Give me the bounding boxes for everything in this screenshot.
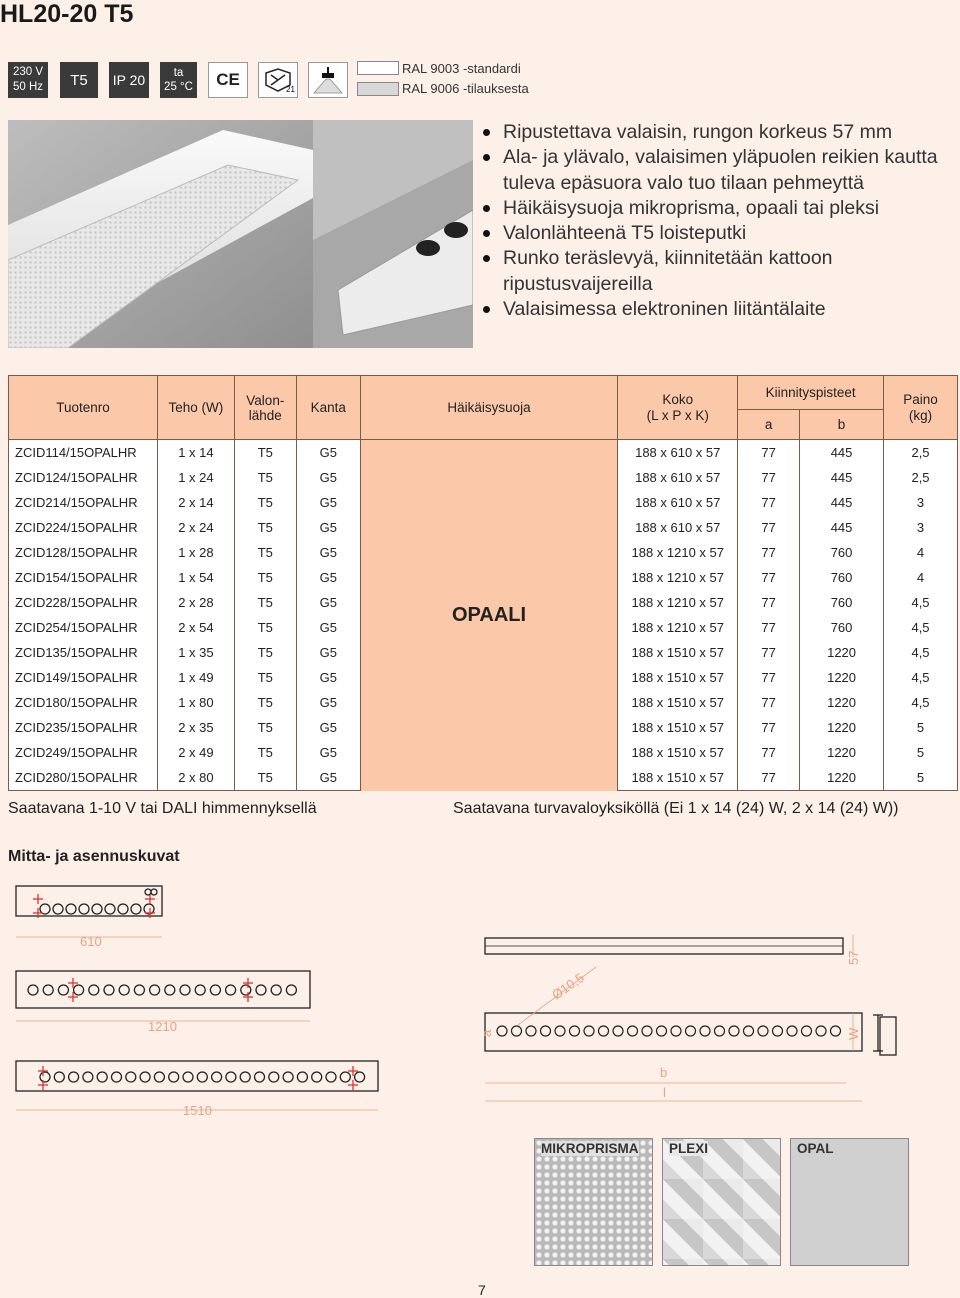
voltage-text: 230 V bbox=[12, 66, 44, 78]
cell-weight: 4,5 bbox=[884, 690, 958, 715]
cell-a: 77 bbox=[738, 540, 800, 565]
ip-badge: IP 20 bbox=[109, 62, 149, 98]
hole-mark bbox=[628, 1026, 638, 1036]
pendant-icon bbox=[308, 62, 348, 98]
feature-item: Ripustettava valaisin, rungon korkeus 57 mm bbox=[480, 120, 950, 145]
cell-b: 1220 bbox=[800, 765, 884, 791]
feature-item: Runko teräslevyä, kiinnitetään kattoon ripustusvaijereilla bbox=[480, 246, 950, 297]
width-label: W bbox=[846, 1027, 861, 1040]
cell-code: ZCID154/15OPALHR bbox=[9, 565, 158, 590]
cell-a: 77 bbox=[738, 565, 800, 590]
hole-mark bbox=[283, 1072, 293, 1082]
cell-power: 2 x 54 bbox=[157, 615, 234, 640]
hole-mark bbox=[240, 1072, 250, 1082]
hole-mark bbox=[195, 985, 205, 995]
cell-base: G5 bbox=[296, 715, 360, 740]
cell-size: 188 x 610 x 57 bbox=[618, 515, 738, 540]
cell-a: 77 bbox=[738, 765, 800, 791]
cell-source: T5 bbox=[234, 490, 296, 515]
sample-label: OPAL bbox=[797, 1141, 834, 1156]
sample-plexi bbox=[662, 1138, 781, 1266]
ral-9006-swatch bbox=[357, 82, 399, 96]
cell-source: T5 bbox=[234, 640, 296, 665]
cell-weight: 5 bbox=[884, 765, 958, 791]
cell-code: ZCID228/15OPALHR bbox=[9, 590, 158, 615]
hole-mark bbox=[165, 985, 175, 995]
cell-code: ZCID149/15OPALHR bbox=[9, 665, 158, 690]
dimension-drawings bbox=[8, 875, 953, 1130]
cell-b: 1220 bbox=[800, 690, 884, 715]
ral-standard-text: RAL 9003 -standardi bbox=[402, 61, 521, 76]
hole-mark bbox=[700, 1026, 710, 1036]
hole-mark bbox=[497, 1026, 507, 1036]
temp-value: 25 °C bbox=[164, 81, 193, 93]
feature-list bbox=[480, 120, 950, 322]
cell-power: 2 x 28 bbox=[157, 590, 234, 615]
hole-mark bbox=[66, 904, 76, 914]
hole-mark bbox=[89, 985, 99, 995]
hole-diameter-label: Ø10,5 bbox=[549, 969, 587, 1003]
size-unit: (L x P x K) bbox=[646, 407, 709, 423]
ce-mark-icon bbox=[208, 62, 248, 98]
header-mount: Kiinnityspisteet bbox=[738, 376, 884, 410]
cell-code: ZCID180/15OPALHR bbox=[9, 690, 158, 715]
weight-label: Paino bbox=[903, 391, 938, 407]
hole-mark bbox=[613, 1026, 623, 1036]
cell-base: G5 bbox=[296, 565, 360, 590]
hole-mark bbox=[787, 1026, 797, 1036]
hole-mark bbox=[212, 1072, 222, 1082]
cell-size: 188 x 1510 x 57 bbox=[618, 690, 738, 715]
hole-mark bbox=[183, 1072, 193, 1082]
sample-opal bbox=[790, 1138, 909, 1266]
hole-mark bbox=[83, 1072, 93, 1082]
cell-base: G5 bbox=[296, 515, 360, 540]
hole-mark bbox=[169, 1072, 179, 1082]
cell-power: 2 x 49 bbox=[157, 740, 234, 765]
cell-a: 77 bbox=[738, 615, 800, 640]
length-1210-label: 1210 bbox=[148, 1019, 177, 1034]
cell-base: G5 bbox=[296, 740, 360, 765]
voltage-badge bbox=[8, 62, 48, 98]
hole-mark bbox=[154, 1072, 164, 1082]
temp-label: ta bbox=[173, 67, 184, 79]
hole-mark bbox=[28, 985, 38, 995]
cell-base: G5 bbox=[296, 540, 360, 565]
cell-power: 1 x 35 bbox=[157, 640, 234, 665]
dimming-note: Saatavana 1-10 V tai DALI himmennyksellä bbox=[8, 800, 317, 817]
cell-source: T5 bbox=[234, 440, 296, 466]
lamp-badge: T5 bbox=[60, 62, 98, 98]
cell-power: 2 x 80 bbox=[157, 765, 234, 791]
cell-code: ZCID114/15OPALHR bbox=[9, 440, 158, 466]
cell-b: 445 bbox=[800, 515, 884, 540]
cell-a: 77 bbox=[738, 665, 800, 690]
cell-source: T5 bbox=[234, 740, 296, 765]
cell-weight: 3 bbox=[884, 515, 958, 540]
cell-source: T5 bbox=[234, 565, 296, 590]
hole-mark bbox=[226, 985, 236, 995]
hole-mark bbox=[241, 985, 251, 995]
cell-power: 1 x 28 bbox=[157, 540, 234, 565]
cell-code: ZCID124/15OPALHR bbox=[9, 465, 158, 490]
header-base: Kanta bbox=[296, 376, 360, 440]
cell-size: 188 x 610 x 57 bbox=[618, 490, 738, 515]
header-shield: Häikäisysuoja bbox=[360, 376, 618, 440]
cell-a: 77 bbox=[738, 440, 800, 466]
hole-mark bbox=[97, 1072, 107, 1082]
sample-microprism bbox=[534, 1138, 653, 1266]
cell-a: 77 bbox=[738, 690, 800, 715]
dim-a-label: a bbox=[479, 1029, 494, 1037]
cell-base: G5 bbox=[296, 615, 360, 640]
emergency-note: Saatavana turvavaloyksiköllä (Ei 1 x 14 (24) W, 2 x 14 (24) W)) bbox=[453, 800, 899, 817]
page-title: HL20-20 T5 bbox=[0, 0, 134, 28]
cell-weight: 4,5 bbox=[884, 640, 958, 665]
hole-mark bbox=[210, 985, 220, 995]
cell-b: 445 bbox=[800, 490, 884, 515]
size-label: Koko bbox=[662, 391, 694, 407]
drawings-title: Mitta- ja asennuskuvat bbox=[8, 848, 180, 865]
hole-mark bbox=[541, 1026, 551, 1036]
cell-code: ZCID224/15OPALHR bbox=[9, 515, 158, 540]
cell-code: ZCID214/15OPALHR bbox=[9, 490, 158, 515]
cell-power: 1 x 49 bbox=[157, 665, 234, 690]
hole-mark bbox=[92, 904, 102, 914]
cell-weight: 5 bbox=[884, 740, 958, 765]
cell-weight: 3 bbox=[884, 490, 958, 515]
cell-base: G5 bbox=[296, 440, 360, 466]
hole-mark bbox=[197, 1072, 207, 1082]
cell-base: G5 bbox=[296, 640, 360, 665]
cell-source: T5 bbox=[234, 765, 296, 791]
header-power: Teho (W) bbox=[157, 376, 234, 440]
hole-mark bbox=[340, 1072, 350, 1082]
hole-mark bbox=[686, 1026, 696, 1036]
cell-a: 77 bbox=[738, 590, 800, 615]
table-row bbox=[9, 440, 958, 466]
cell-a: 77 bbox=[738, 465, 800, 490]
cell-a: 77 bbox=[738, 640, 800, 665]
feature-item: Häikäisysuoja mikroprisma, opaali tai pleksi bbox=[480, 196, 950, 221]
cell-size: 188 x 1210 x 57 bbox=[618, 565, 738, 590]
cell-b: 1220 bbox=[800, 665, 884, 690]
cell-size: 188 x 1510 x 57 bbox=[618, 765, 738, 791]
enec-number: 21 bbox=[286, 85, 295, 94]
hole-mark bbox=[642, 1026, 652, 1036]
cell-size: 188 x 1510 x 57 bbox=[618, 665, 738, 690]
cell-weight: 4,5 bbox=[884, 615, 958, 640]
hole-mark bbox=[312, 1072, 322, 1082]
hole-mark bbox=[151, 889, 157, 895]
sample-label: MIKROPRISMA bbox=[541, 1141, 639, 1156]
cell-b: 760 bbox=[800, 590, 884, 615]
hole-mark bbox=[54, 1072, 64, 1082]
hole-mark bbox=[40, 1072, 50, 1082]
cell-power: 1 x 14 bbox=[157, 440, 234, 466]
cell-base: G5 bbox=[296, 465, 360, 490]
hole-mark bbox=[255, 1072, 265, 1082]
cell-size: 188 x 1210 x 57 bbox=[618, 615, 738, 640]
cell-weight: 4 bbox=[884, 565, 958, 590]
header-size bbox=[618, 376, 738, 440]
hole-mark bbox=[599, 1026, 609, 1036]
page-number: 7 bbox=[478, 1282, 486, 1298]
hole-mark bbox=[256, 985, 266, 995]
cell-b: 1220 bbox=[800, 640, 884, 665]
cell-weight: 4,5 bbox=[884, 665, 958, 690]
cell-size: 188 x 1510 x 57 bbox=[618, 715, 738, 740]
cell-a: 77 bbox=[738, 740, 800, 765]
hole-mark bbox=[140, 1072, 150, 1082]
cell-code: ZCID135/15OPALHR bbox=[9, 640, 158, 665]
cell-power: 2 x 24 bbox=[157, 515, 234, 540]
sample-label: PLEXI bbox=[669, 1141, 709, 1156]
header-weight bbox=[884, 376, 958, 440]
cell-size: 188 x 610 x 57 bbox=[618, 465, 738, 490]
product-photo bbox=[8, 120, 473, 348]
ral-order-text: RAL 9006 -tilauksesta bbox=[402, 81, 529, 96]
cell-power: 1 x 80 bbox=[157, 690, 234, 715]
cell-b: 760 bbox=[800, 565, 884, 590]
cell-source: T5 bbox=[234, 515, 296, 540]
hole-mark bbox=[802, 1026, 812, 1036]
cell-code: ZCID254/15OPALHR bbox=[9, 615, 158, 640]
hole-mark bbox=[104, 985, 114, 995]
header-source: Valon- lähde bbox=[234, 376, 296, 440]
cell-a: 77 bbox=[738, 490, 800, 515]
hole-mark bbox=[584, 1026, 594, 1036]
cell-source: T5 bbox=[234, 615, 296, 640]
enec-mark-icon bbox=[258, 62, 298, 98]
hole-mark bbox=[729, 1026, 739, 1036]
cell-shield: OPAALI bbox=[360, 440, 618, 791]
hole-mark bbox=[118, 904, 128, 914]
cell-b: 445 bbox=[800, 465, 884, 490]
hole-mark bbox=[134, 985, 144, 995]
cell-size: 188 x 610 x 57 bbox=[618, 440, 738, 466]
dim-l-label: l bbox=[663, 1085, 666, 1100]
hole-mark bbox=[526, 1026, 536, 1036]
cell-code: ZCID235/15OPALHR bbox=[9, 715, 158, 740]
hole-mark bbox=[831, 1026, 841, 1036]
hole-mark bbox=[131, 904, 141, 914]
hole-mark bbox=[269, 1072, 279, 1082]
hole-mark bbox=[657, 1026, 667, 1036]
header-code: Tuotenro bbox=[9, 376, 158, 440]
cell-size: 188 x 1510 x 57 bbox=[618, 640, 738, 665]
hole-mark bbox=[43, 985, 53, 995]
hole-mark bbox=[79, 904, 89, 914]
cell-base: G5 bbox=[296, 490, 360, 515]
hole-mark bbox=[112, 1072, 122, 1082]
cell-source: T5 bbox=[234, 665, 296, 690]
hole-mark bbox=[671, 1026, 681, 1036]
cell-source: T5 bbox=[234, 465, 296, 490]
cell-base: G5 bbox=[296, 690, 360, 715]
product-table bbox=[8, 375, 958, 791]
height-label: 57 bbox=[846, 950, 861, 965]
cell-size: 188 x 1510 x 57 bbox=[618, 740, 738, 765]
cell-power: 1 x 24 bbox=[157, 465, 234, 490]
cell-code: ZCID280/15OPALHR bbox=[9, 765, 158, 791]
cell-power: 2 x 14 bbox=[157, 490, 234, 515]
hole-mark bbox=[119, 985, 129, 995]
hole-mark bbox=[53, 904, 63, 914]
ce-text: CE bbox=[216, 70, 240, 89]
hole-mark bbox=[145, 889, 151, 895]
ral-9003-swatch bbox=[357, 61, 399, 75]
cell-base: G5 bbox=[296, 665, 360, 690]
cell-source: T5 bbox=[234, 715, 296, 740]
hole-mark bbox=[271, 985, 281, 995]
hole-mark bbox=[105, 904, 115, 914]
hole-mark bbox=[74, 985, 84, 995]
dim-b-label: b bbox=[660, 1065, 668, 1080]
hole-mark bbox=[150, 985, 160, 995]
frequency-text: 50 Hz bbox=[12, 81, 44, 93]
cell-b: 1220 bbox=[800, 715, 884, 740]
hole-mark bbox=[773, 1026, 783, 1036]
cell-size: 188 x 1210 x 57 bbox=[618, 590, 738, 615]
hole-mark bbox=[126, 1072, 136, 1082]
hole-mark bbox=[715, 1026, 725, 1036]
feature-item: Valaisimessa elektroninen liitäntälaite bbox=[480, 297, 950, 322]
cell-size: 188 x 1210 x 57 bbox=[618, 540, 738, 565]
hole-mark bbox=[744, 1026, 754, 1036]
hole-mark bbox=[58, 985, 68, 995]
hole-mark bbox=[286, 985, 296, 995]
hole-mark bbox=[326, 1072, 336, 1082]
hole-mark bbox=[226, 1072, 236, 1082]
hole-mark bbox=[570, 1026, 580, 1036]
hole-mark bbox=[758, 1026, 768, 1036]
hole-mark bbox=[355, 1072, 365, 1082]
header-b: b bbox=[800, 410, 884, 440]
cell-b: 760 bbox=[800, 615, 884, 640]
cell-b: 1220 bbox=[800, 740, 884, 765]
cell-weight: 4,5 bbox=[884, 590, 958, 615]
cell-weight: 5 bbox=[884, 715, 958, 740]
length-1510-label: 1510 bbox=[183, 1103, 212, 1118]
cell-a: 77 bbox=[738, 515, 800, 540]
hole-mark bbox=[297, 1072, 307, 1082]
weight-unit: (kg) bbox=[908, 407, 933, 423]
feature-item: Valonlähteenä T5 loisteputki bbox=[480, 221, 950, 246]
hole-mark bbox=[816, 1026, 826, 1036]
length-610-label: 610 bbox=[80, 934, 102, 949]
hole-mark bbox=[555, 1026, 565, 1036]
cell-code: ZCID249/15OPALHR bbox=[9, 740, 158, 765]
cell-a: 77 bbox=[738, 715, 800, 740]
cell-base: G5 bbox=[296, 590, 360, 615]
cell-b: 760 bbox=[800, 540, 884, 565]
hole-mark bbox=[180, 985, 190, 995]
feature-item: Ala- ja ylävalo, valaisimen yläpuolen reikien kautta tuleva epäsuora valo tuo tilaan pehmeyttä bbox=[480, 145, 950, 196]
cell-base: G5 bbox=[296, 765, 360, 791]
cell-source: T5 bbox=[234, 690, 296, 715]
cell-weight: 4 bbox=[884, 540, 958, 565]
cell-source: T5 bbox=[234, 590, 296, 615]
cell-source: T5 bbox=[234, 540, 296, 565]
header-a: a bbox=[738, 410, 800, 440]
hole-mark bbox=[512, 1026, 522, 1036]
cell-power: 2 x 35 bbox=[157, 715, 234, 740]
cell-weight: 2,5 bbox=[884, 465, 958, 490]
temperature-badge bbox=[160, 62, 197, 98]
cell-code: ZCID128/15OPALHR bbox=[9, 540, 158, 565]
hole-mark bbox=[69, 1072, 79, 1082]
cell-power: 1 x 54 bbox=[157, 565, 234, 590]
cell-b: 445 bbox=[800, 440, 884, 466]
cell-weight: 2,5 bbox=[884, 440, 958, 466]
